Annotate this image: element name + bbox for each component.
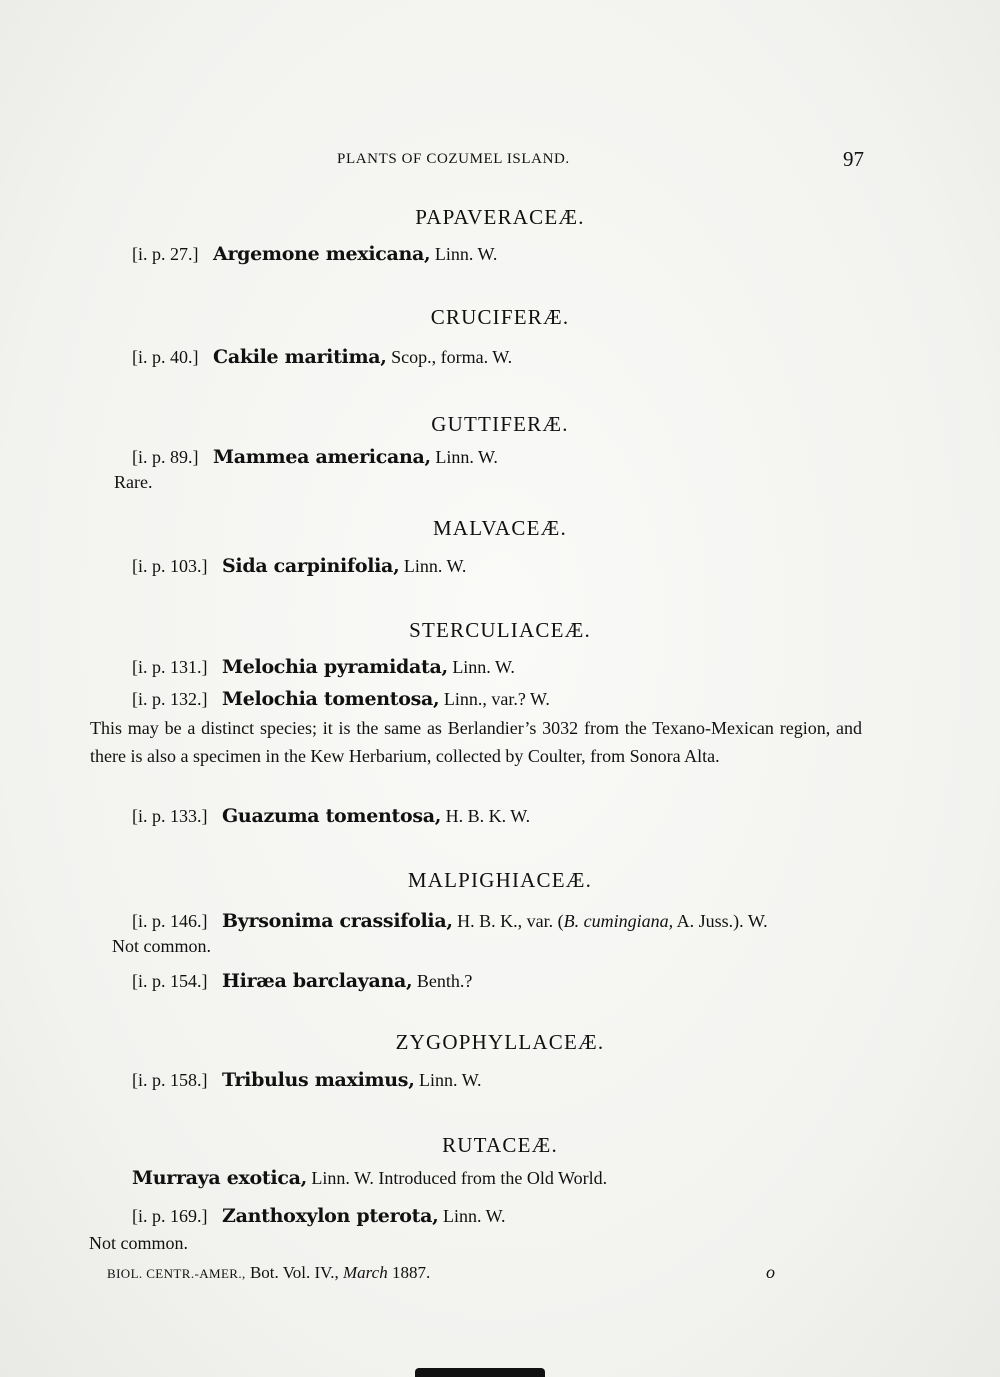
volume-reference: [i. p. 158.] — [132, 1070, 208, 1090]
authority: Linn. W. — [419, 1070, 482, 1090]
species-name: Cakile maritima, — [213, 346, 387, 368]
species-entry — [132, 446, 498, 468]
page-edge-mark — [415, 1368, 545, 1377]
authority-tail: A. Juss.). W. — [673, 911, 768, 931]
authority: Scop., forma. W. — [391, 347, 513, 367]
authority: Linn., var.? W. — [443, 689, 550, 709]
family-heading-cruciferae: CRUCIFERÆ. — [430, 305, 570, 329]
family-heading-guttiferae: GUTTIFERÆ. — [431, 412, 569, 436]
species-entry — [132, 805, 530, 827]
species-entry — [132, 555, 466, 577]
synonym: B. cumingiana, — [563, 911, 674, 931]
family-heading-malpighiaceae: MALPIGHIACEÆ. — [407, 868, 593, 892]
entry-note-paragraph: This may be a distinct species; it is the same as Berlandier’s 3032 from the Texano-Mexican region, and there is also a specimen in the Kew Herbarium, collected by Coulter, from Sonora Alta. — [90, 718, 862, 766]
species-name: Murraya exotica, — [132, 1167, 307, 1189]
species-entry — [132, 346, 512, 368]
authority: Linn. W. — [452, 657, 515, 677]
family-heading-papaveraceae: PAPAVERACEÆ. — [415, 205, 585, 229]
volume-reference: [i. p. 133.] — [132, 806, 208, 826]
species-entry — [132, 243, 497, 265]
footer-year: 1887. — [387, 1263, 431, 1282]
volume-reference: [i. p. 169.] — [132, 1206, 208, 1226]
species-entry — [132, 910, 768, 932]
family-heading-sterculiaceae: STERCULIACEÆ. — [409, 618, 591, 642]
authority: H. B. K. W. — [445, 806, 531, 826]
family-heading-rutaceae: RUTACEÆ. — [442, 1133, 558, 1157]
species-name: Tribulus maximus, — [222, 1069, 415, 1091]
species-name: Argemone mexicana, — [213, 243, 431, 265]
footer-series: BIOL. CENTR.-AMER., — [107, 1266, 246, 1281]
running-head: PLANTS OF COZUMEL ISLAND. — [337, 151, 570, 167]
species-name: Sida carpinifolia, — [222, 555, 400, 577]
family-heading-malvaceae: MALVACEÆ. — [433, 516, 567, 540]
footer-month: March — [343, 1263, 388, 1282]
authority: Linn. W. — [434, 244, 498, 264]
volume-reference: [i. p. 132.] — [132, 689, 208, 709]
family-heading-zygophyllaceae: ZYGOPHYLLACEÆ. — [395, 1030, 605, 1054]
species-name: Mammea americana, — [213, 446, 431, 468]
volume-reference: [i. p. 89.] — [132, 447, 199, 467]
species-entry — [132, 688, 550, 710]
species-entry — [132, 970, 472, 992]
authority: Linn. W. — [442, 1206, 506, 1226]
authority: Benth.? — [416, 971, 473, 991]
volume-reference: [i. p. 146.] — [132, 911, 208, 931]
page-number: 97 — [843, 147, 864, 171]
species-name: Melochia tomentosa, — [222, 688, 440, 710]
species-entry — [132, 656, 515, 678]
page-footer — [107, 1263, 430, 1283]
signature-mark: o — [766, 1262, 775, 1282]
entry-note: Rare. — [114, 472, 153, 492]
footer-volume: Bot. Vol. IV., — [245, 1263, 339, 1282]
volume-reference: [i. p. 154.] — [132, 971, 208, 991]
authority: Linn. W. Introduced from the Old World. — [311, 1168, 608, 1188]
species-name: Zanthoxylon pterota, — [222, 1205, 439, 1227]
species-name: Hiræa barclayana, — [222, 970, 413, 992]
volume-reference: [i. p. 27.] — [132, 244, 199, 264]
volume-reference: [i. p. 40.] — [132, 347, 199, 367]
species-name: Byrsonima crassifolia, — [222, 910, 453, 932]
authority: Linn. W. — [435, 447, 498, 467]
authority: Linn. W. — [403, 556, 467, 576]
entry-note: Not common. — [112, 936, 211, 956]
species-name: Guazuma tomentosa, — [222, 805, 442, 827]
species-entry — [132, 1167, 607, 1189]
page-header — [0, 147, 1000, 181]
species-entry — [132, 1069, 482, 1091]
species-entry — [132, 1205, 506, 1227]
entry-note: Not common. — [89, 1233, 188, 1253]
authority: H. B. K., var. ( — [457, 911, 564, 931]
volume-reference: [i. p. 103.] — [132, 556, 208, 576]
volume-reference: [i. p. 131.] — [132, 657, 208, 677]
species-name: Melochia pyramidata, — [222, 656, 448, 678]
